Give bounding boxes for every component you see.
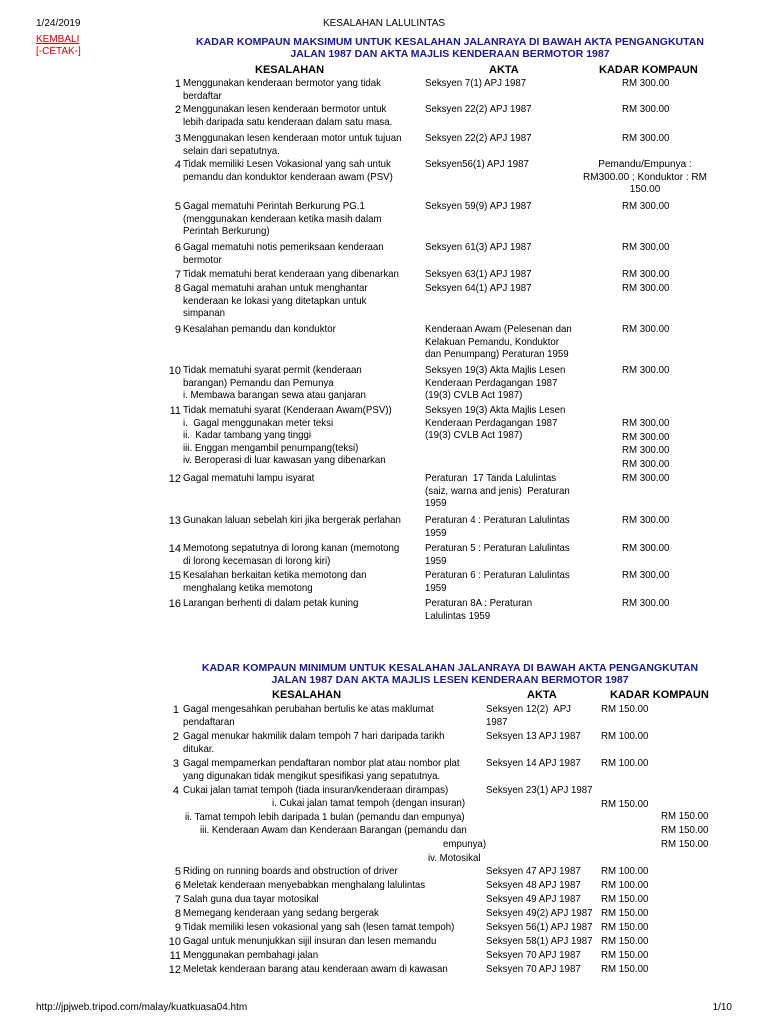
row-offence: Larangan berhenti di dalam petak kuning bbox=[183, 598, 359, 609]
row-fine: RM 150.00 bbox=[601, 964, 649, 975]
row-act: Seksyen 59(9) APJ 1987 bbox=[425, 201, 532, 212]
row-fine: RM 150.00 bbox=[601, 894, 649, 905]
row-number: 4 bbox=[174, 159, 181, 171]
row-fine: RM 300.00 bbox=[622, 365, 670, 376]
row-number: 16 bbox=[168, 598, 181, 610]
row-act: Seksyen 61(3) APJ 1987 bbox=[425, 242, 532, 253]
back-link[interactable]: KEMBALI bbox=[36, 34, 80, 45]
row4-sub-1-fine: RM 150.00 bbox=[601, 799, 649, 810]
row-fine: RM 300.00 bbox=[622, 133, 670, 144]
row-fine: RM 300.00 bbox=[622, 104, 670, 115]
row-fine: RM 300.00 bbox=[622, 598, 670, 609]
row-act: Seksyen56(1) APJ 1987 bbox=[425, 159, 529, 170]
row-number: 2 bbox=[174, 104, 181, 116]
row4-sub-4: iv. Motosikal bbox=[428, 853, 481, 864]
row-fine: RM 300.00 bbox=[622, 324, 670, 335]
row-number: 2 bbox=[172, 731, 179, 743]
row-offence: Memotong sepatutnya di lorong kanan (memotong di lorong kecemasan di lorong kiri) bbox=[183, 543, 400, 567]
row-number: 7 bbox=[174, 894, 181, 906]
section2-col-fine: KADAR KOMPAUN bbox=[610, 689, 709, 701]
row-fine: RM 100.00 bbox=[601, 731, 649, 742]
print-url: http://jpjweb.tripod.com/malay/kuatkuasa04.htm bbox=[36, 1002, 248, 1013]
row-number: 5 bbox=[174, 201, 181, 213]
row-number: 14 bbox=[168, 543, 181, 555]
row-number: 1 bbox=[172, 704, 179, 716]
row4-sub-3: iii. Kenderaan Awam dan Kenderaan Barangan (pemandu dan bbox=[200, 825, 467, 836]
row-number: 12 bbox=[168, 473, 181, 485]
row-fine: RM 300.00 bbox=[622, 78, 670, 89]
row-fine: RM 150.00 bbox=[601, 936, 649, 947]
row4-sub-2: ii. Tamat tempoh lebih daripada 1 bulan (pemandu dan empunya) bbox=[185, 812, 465, 823]
row-act: Seksyen 70 APJ 1987 bbox=[486, 964, 581, 975]
print-link[interactable]: [-CETAK-] bbox=[36, 46, 81, 57]
row-offence: Gagal mematuhi arahan untuk menghantar kenderaan ke lokasi yang ditetapkan untuk simpanan bbox=[183, 283, 368, 319]
section1-col-fine: KADAR KOMPAUN bbox=[599, 64, 698, 76]
row-offence: Gagal mempamerkan pendaftaran nombor plat atau nombor plat yang digunakan tidak mengikut spesifikasi yang sepatutnya. bbox=[183, 758, 460, 782]
row-fine: RM 100.00 bbox=[601, 880, 649, 891]
row-offence: Kesalahan berkaitan ketika memotong dan menghalang ketika memotong bbox=[183, 570, 367, 594]
row-act: Seksyen 63(1) APJ 1987 bbox=[425, 269, 532, 280]
row-number: 5 bbox=[174, 866, 181, 878]
row-offence: Riding on running boards and obstruction of driver bbox=[183, 866, 398, 877]
section1-col-act: AKTA bbox=[489, 64, 519, 76]
row-act: Seksyen 19(3) Akta Majlis Lesen Kenderaan Perdagangan 1987 (19(3) CVLB Act 1987) bbox=[425, 405, 566, 441]
row-number: 15 bbox=[168, 570, 181, 582]
row-number: 6 bbox=[174, 880, 181, 892]
row-offence: Menggunakan kenderaan bermotor yang tidak berdaftar bbox=[183, 78, 382, 102]
row-offence: Tidak memiliki lesen vokasional yang sah (lesen tamat tempoh) bbox=[183, 922, 455, 933]
row4-right-fine-1: RM 150.00 bbox=[661, 811, 709, 822]
row-fine: RM 150.00 bbox=[601, 922, 649, 933]
row-number: 10 bbox=[168, 936, 181, 948]
row-act: Seksyen 7(1) APJ 1987 bbox=[425, 78, 527, 89]
row-number: 3 bbox=[174, 133, 181, 145]
row-offence: Gagal mematuhi Perintah Berkurung PG.1 (menggunakan kenderaan ketika masih dalam Perintah Berkurung) bbox=[183, 201, 382, 237]
row-number: 10 bbox=[168, 365, 181, 377]
row-act: Seksyen 13 APJ 1987 bbox=[486, 731, 581, 742]
row-number: 9 bbox=[174, 324, 181, 336]
row-fine: RM 100.00 bbox=[601, 866, 649, 877]
row-act: Seksyen 12(2) APJ 1987 bbox=[486, 704, 572, 728]
print-title: KESALAHAN LALULINTAS bbox=[322, 18, 446, 29]
row-fine: RM 300.00 bbox=[622, 201, 670, 212]
row-offence: Menggunakan pembahagi jalan bbox=[183, 950, 319, 961]
row-fine: RM 300.00 RM 300.00 RM 300.00 RM 300.00 bbox=[622, 418, 670, 470]
row-offence: Gagal menukar hakmilik dalam tempoh 7 hari daripada tarikh ditukar. bbox=[183, 731, 445, 755]
row-number: 8 bbox=[174, 283, 181, 295]
row-act: Seksyen 70 APJ 1987 bbox=[486, 950, 581, 961]
row-fine: RM 300.00 bbox=[622, 242, 670, 253]
row-act: Seksyen 58(1) APJ 1987 bbox=[486, 936, 593, 947]
row4-right-fine-3: RM 150.00 bbox=[661, 839, 709, 850]
row-offence: Gagal mengesahkan perubahan bertulis ke atas maklumat pendaftaran bbox=[183, 704, 434, 728]
row-fine: RM 300.00 bbox=[622, 283, 670, 294]
row-offence: Tidak mematuhi berat kenderaan yang dibenarkan bbox=[183, 269, 399, 280]
row-offence: Tidak mematuhi syarat permit (kenderaan barangan) Pemandu dan Pemunya i. Membawa barangan sewa atau ganjaran bbox=[183, 365, 366, 401]
print-date: 1/24/2019 bbox=[36, 18, 81, 29]
row-fine: RM 300.00 bbox=[622, 570, 670, 581]
row-fine: RM 300.00 bbox=[622, 515, 670, 526]
row4-sub-1: i. Cukai jalan tamat tempoh (dengan insuran) bbox=[272, 798, 466, 809]
print-header bbox=[0, 18, 768, 32]
row-fine: RM 150.00 bbox=[601, 704, 649, 715]
row-number: 13 bbox=[168, 515, 181, 527]
row-act: Seksyen 49 APJ 1987 bbox=[486, 894, 581, 905]
row4-sub-3b: empunya) bbox=[443, 839, 487, 850]
row-number: 6 bbox=[174, 242, 181, 254]
row-offence: Memegang kenderaan yang sedang bergerak bbox=[183, 908, 379, 919]
row-act: Seksyen 64(1) APJ 1987 bbox=[425, 283, 532, 294]
row-fine: Pemandu/Empunya : RM300.00 ; Konduktor : RM 150.00 bbox=[583, 159, 707, 195]
print-footer bbox=[0, 1002, 768, 1016]
row-act: Seksyen 19(3) Akta Majlis Lesen Kenderaan Perdagangan 1987 (19(3) CVLB Act 1987) bbox=[425, 365, 566, 401]
section1-col-offence: KESALAHAN bbox=[255, 64, 325, 76]
row-act: Seksyen 48 APJ 1987 bbox=[486, 880, 581, 891]
row-offence: Kesalahan pemandu dan konduktor bbox=[183, 324, 336, 335]
row-act: Seksyen 47 APJ 1987 bbox=[486, 866, 581, 877]
row-offence: Gunakan laluan sebelah kiri jika bergerak perlahan bbox=[183, 515, 401, 526]
row-act: Seksyen 22(2) APJ 1987 bbox=[425, 104, 532, 115]
row-number: 11 bbox=[169, 405, 181, 417]
row-fine: RM 150.00 bbox=[601, 908, 649, 919]
row-offence: Gagal mematuhi notis pemeriksaan kenderaan bermotor bbox=[183, 242, 384, 266]
section2-title: KADAR KOMPAUN MINIMUM UNTUK KESALAHAN JALANRAYA DI BAWAH AKTA PENGANGKUTAN JALAN 1987 DAN AKTA MAJLIS LESEN KENDERAAN BERMOTOR 1987 bbox=[201, 662, 699, 686]
row-act: Peraturan 4 : Peraturan Lalulintas 1959 bbox=[425, 515, 570, 539]
row-offence: Menggunakan lesen kenderaan bermotor untuk lebih daripada satu kenderaan dalam satu masa. bbox=[183, 104, 393, 128]
row-act: Peraturan 5 : Peraturan Lalulintas 1959 bbox=[425, 543, 570, 567]
row-act: Seksyen 14 APJ 1987 bbox=[486, 758, 581, 769]
row-offence: Meletak kenderaan barang atau kenderaan awam di kawasan bbox=[183, 964, 448, 975]
row-number: 1 bbox=[174, 78, 181, 90]
row-fine: RM 300.00 bbox=[622, 543, 670, 554]
row-number: 7 bbox=[174, 269, 181, 281]
nav-links bbox=[36, 34, 81, 58]
row-number: 3 bbox=[172, 758, 179, 770]
row-offence: Meletak kenderaan menyebabkan menghalang lalulintas bbox=[183, 880, 426, 891]
row-number: 8 bbox=[174, 908, 181, 920]
row-act: Kenderaan Awam (Pelesenan dan Kelakuan Pemandu, Konduktor dan Penumpang) Peraturan 1959 bbox=[425, 324, 572, 360]
row-fine: RM 300.00 bbox=[622, 473, 670, 484]
row-act: Peraturan 17 Tanda Lalulintas (saiz, warna and jenis) Peraturan 1959 bbox=[425, 473, 570, 509]
row-fine: RM 100.00 bbox=[601, 758, 649, 769]
row-act: Seksyen 22(2) APJ 1987 bbox=[425, 133, 532, 144]
row-act: Seksyen 49(2) APJ 1987 bbox=[486, 908, 593, 919]
row-act: Seksyen 56(1) APJ 1987 bbox=[486, 922, 593, 933]
row-act: Peraturan 6 : Peraturan Lalulintas 1959 bbox=[425, 570, 570, 594]
row-number: 4 bbox=[172, 785, 179, 797]
row-number: 12 bbox=[168, 964, 181, 976]
row4-right-fine-2: RM 150.00 bbox=[661, 825, 709, 836]
row-offence: Tidak memiliki Lesen Vokasional yang sah untuk pemandu dan konduktor kenderaan awam (PSV) bbox=[183, 159, 393, 183]
row-fine: RM 150.00 bbox=[601, 950, 649, 961]
row-offence: Menggunakan lesen kenderaan motor untuk tujuan selain dari sepatutnya. bbox=[183, 133, 402, 157]
row-offence: Gagal mematuhi lampu isyarat bbox=[183, 473, 315, 484]
row-number: 11 bbox=[169, 950, 181, 962]
row-act: Seksyen 23(1) APJ 1987 bbox=[486, 785, 593, 796]
row-number: 9 bbox=[174, 922, 181, 934]
row-offence: Salah guna dua tayar motosikal bbox=[183, 894, 319, 905]
section2-col-act: AKTA bbox=[527, 689, 557, 701]
section1-title: KADAR KOMPAUN MAKSIMUM UNTUK KESALAHAN JALANRAYA DI BAWAH AKTA PENGANGKUTAN JALAN 1987 DAN AKTA MAJLIS KENDERAAN BERMOTOR 1987 bbox=[196, 36, 704, 60]
row-act: Peraturan 8A : Peraturan Lalulintas 1959 bbox=[425, 598, 533, 622]
section2-col-offence: KESALAHAN bbox=[272, 689, 342, 701]
row-offence: Cukai jalan tamat tempoh (tiada insuran/kenderaan dirampas) bbox=[183, 785, 449, 796]
print-page-number: 1/10 bbox=[712, 1002, 732, 1013]
row-offence: Gagal untuk menunjukkan sijil insuran dan lesen memandu bbox=[183, 936, 437, 947]
row-fine: RM 300.00 bbox=[622, 269, 670, 280]
row-offence: Tidak mematuhi syarat (Kenderaan Awam(PSV)) i. Gagal menggunakan meter teksi ii. Kadar tambang yang tinggi iii. Enggan mengambil penumpang(teksi) iv. Beroperasi di luar kawasan yang dibenarkan bbox=[183, 405, 392, 466]
